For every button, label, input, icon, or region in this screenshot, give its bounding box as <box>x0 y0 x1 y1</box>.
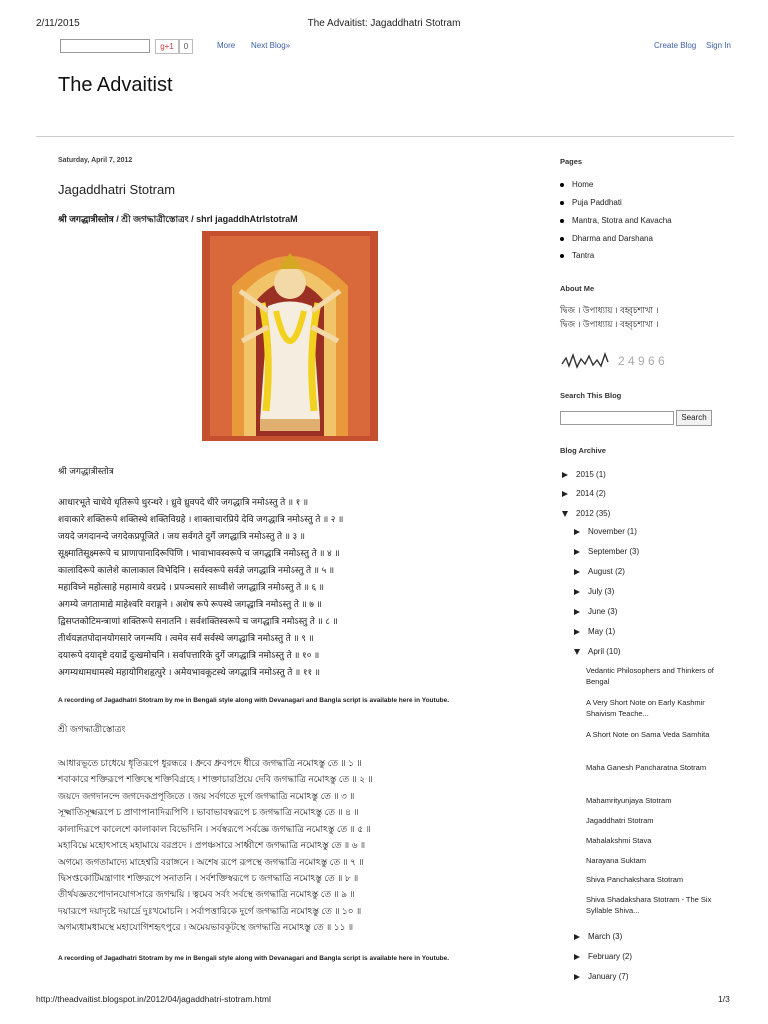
verse-bangla-5: কালাদিরূপে কালেশে কালাকাল বিভেদিনি । সর্বস্বরূপে সর্বজ্ঞে জগদ্ধাত্রি নমোঽস্তু তে ॥ ৫ ॥ <box>58 824 371 834</box>
about-line-1: দ্বিজ । উপাধ্যায় । বহ্বৃচশাখা । <box>560 305 659 315</box>
search-heading: Search This Blog <box>560 391 622 400</box>
pages-heading: Pages <box>560 157 583 166</box>
triangle-right-icon <box>574 589 580 595</box>
triangle-down-icon <box>562 511 568 517</box>
page-link-dharma[interactable]: Dharma and Darshana <box>560 234 653 243</box>
triangle-right-icon <box>574 954 580 960</box>
about-heading: About Me <box>560 284 595 293</box>
verse-deva-8: द्विसप्तकोटिमन्त्राणां शक्तिरूपे सनातनि । सर्वशक्तिस्वरूपे च जगद्धात्रि नमोऽस्तु ते ॥ ८ ॥ <box>58 616 338 626</box>
triangle-right-icon <box>574 934 580 940</box>
triangle-right-icon <box>562 472 568 478</box>
verse-bangla-9: তীর্থযজ্ঞতপোদানযোগসারে জগন্ময়ি । ত্বমেব সর্বং সর্বস্থে জগদ্ধাত্রি নমোঽস্তু তে ॥ ৯ ॥ <box>58 889 355 899</box>
sign-in-link[interactable]: Sign In <box>706 41 731 50</box>
archive-month-november[interactable]: November (1) <box>574 527 637 536</box>
youtube-note-2[interactable]: A recording of Jagadhatri Stotram by me in Bengali style along with Devanagari and Bangla script is available here in Youtube. <box>58 955 450 962</box>
archive-post-link[interactable]: Mahalakshmi Stava <box>586 836 652 845</box>
page-link-mantra[interactable]: Mantra, Stotra and Kavacha <box>560 216 672 225</box>
verse-deva-10: दयारूपे दयादृष्टे दयार्द्रे दुःखमोचनि । सर्वापत्तारिके दुर्गे जगद्धात्रि नमोऽस्तु ते ॥ १० ॥ <box>58 650 320 660</box>
verse-bangla-11: অগম্যধামধামস্থে মহাযোগিশহৃৎপুরে । অমেয়ভাবকূটস্থে জগদ্ধাত্রি নমোঽস্তু তে ॥ ১১ ॥ <box>58 922 354 932</box>
archive-post-link[interactable]: Narayana Suktam <box>586 856 647 865</box>
verse-deva-5: कालादिरूपे कालेशे कालाकाल विभेदिनि । सर्वस्वरूपे सर्वज्ञे जगद्धात्रि नमोऽस्तु ते ॥ ५ ॥ <box>58 565 335 575</box>
blogger-navbar <box>58 37 734 55</box>
triangle-right-icon <box>574 529 580 535</box>
triangle-right-icon <box>574 629 580 635</box>
triangle-right-icon <box>574 974 580 980</box>
verse-bangla-3: জয়দে জগদানন্দে জগদেকপ্রপূজিতে । জয় সর্বগতে দুর্গে জগদ্ধাত্রি নমোঽস্তু তে ॥ ৩ ॥ <box>58 791 355 801</box>
youtube-note-1[interactable]: A recording of Jagadhatri Stotram by me in Bengali style along with Devanagari and Bangla script is available here in Youtube. <box>58 697 450 704</box>
archive-heading: Blog Archive <box>560 446 606 455</box>
blog-title[interactable]: The Advaitist <box>58 74 173 96</box>
archive-year-2012[interactable]: 2012 (35) <box>562 509 610 518</box>
create-blog-link[interactable]: Create Blog <box>654 41 697 50</box>
triangle-right-icon <box>574 569 580 575</box>
archive-month-june[interactable]: June (3) <box>574 607 617 616</box>
post-date: Saturday, April 7, 2012 <box>58 157 133 164</box>
verse-bangla-4: সূক্ষ্মাতিসূক্ষ্মরূপে চ প্রাণাপানাদিরূপিণি । ভাবাভাবস্বরূপে চ জগদ্ধাত্রি নমোঽস্তু তে ॥ ৪ ॥ <box>58 807 359 817</box>
counter-value: 2 4 9 6 6 <box>618 354 665 368</box>
verse-bangla-1: আধারভূতে চাধেয়ে ধৃতিরূপে ধুরন্ধরে । ধ্রুবে ধ্রুবপদে ধীরে জগদ্ধাত্রি নমোঽস্তু তে ॥ ১ ॥ <box>58 758 362 768</box>
post-subtitle: श्री जगद्धात्रीस्तोत्र / শ্রী জগদ্ধাত্রীস্তোত্রং / shrI jagaddhAtrIstotraM <box>58 214 298 224</box>
verse-deva-6: महाविघ्ने महोत्साहे महामाये वरप्रदे । प्रपञ्चसारे साध्वीशे जगद्धात्रि नमोऽस्तु ते ॥ ६ ॥ <box>58 582 325 592</box>
verse-deva-1: आधारभूते चाधेये धृतिरूपे धुरन्धरे । ध्रुवे ध्रुवपदे धीरे जगद्धात्रि नमोऽस्तु ते ॥ १ ॥ <box>58 497 309 507</box>
hit-counter <box>560 350 665 377</box>
archive-post-link[interactable]: A Short Note on Sama Veda Samhita <box>586 730 710 739</box>
bullet-icon <box>560 237 564 241</box>
header-divider <box>36 136 734 137</box>
next-blog-link[interactable]: Next Blog» <box>251 41 291 50</box>
verse-bangla-8: দ্বিসপ্তকোটিমন্ত্রাণাং শক্তিরূপে সনাতনি । সর্বশক্তিস্বরূপে চ জগদ্ধাত্রি নমোঽস্তু তে ॥ ৮ ॥ <box>58 873 359 883</box>
archive-post-link[interactable]: Shiva Panchakshara Stotram <box>586 875 684 884</box>
page-link-tantra[interactable]: Tantra <box>560 251 594 260</box>
bullet-icon <box>560 201 564 205</box>
gplus-count: 0 <box>179 39 193 54</box>
archive-year-2015[interactable]: 2015 (1) <box>562 470 606 479</box>
archive-year-2014[interactable]: 2014 (2) <box>562 489 606 498</box>
verse-deva-9: तीर्थयज्ञतपोदानयोगसारे जगन्मयि । त्वमेव सर्वं सर्वस्थे जगद्धात्रि नमोऽस्तु ते ॥ ९ ॥ <box>58 633 314 643</box>
archive-post-link[interactable]: Mahamrityunjaya Stotram <box>586 796 672 805</box>
verse-bangla-6: মহাবিঘ্নে মহোৎসাহে মহামায়ে বরপ্রদে । প্রপঞ্চসারে সাধ্বীশে জগদ্ধাত্রি নমোঽস্তু তে ॥ ৬ ॥ <box>58 840 366 850</box>
verse-deva-3: जयदे जगदानन्दे जगदेकप्रपूजिते । जय सर्वगते दुर्गे जगद्धात्रि नमोऽस्तु ते ॥ ३ ॥ <box>58 531 306 541</box>
search-button[interactable]: Search <box>676 410 712 426</box>
verse-bangla-10: দয়ারূপে দয়াদৃষ্টে দয়ার্দ্রে দুঃখমোচনি । সর্বাপত্তারিকে দুর্গে জগদ্ধাত্রি নমোঽস্তু তে ॥ ১০ ॥ <box>58 906 362 916</box>
footer-url: http://theadvaitist.blogspot.in/2012/04/jagaddhatri-stotram.html <box>36 994 271 1004</box>
page-link-home[interactable]: Home <box>560 180 593 189</box>
bullet-icon <box>560 254 564 258</box>
archive-post-link[interactable]: Vedantic Philosophers and Thinkers of Bengal <box>586 666 714 686</box>
archive-post-link[interactable]: Shiva Shadakshara Stotram - The Six Syllable Shiva... <box>586 895 712 915</box>
triangle-right-icon <box>562 491 568 497</box>
archive-month-july[interactable]: July (3) <box>574 587 614 596</box>
bangla-heading: শ্রী জগদ্ধাত্রীস্তোত্রং <box>58 724 126 734</box>
verse-bangla-2: শবাকারে শক্তিরূপে শক্তিস্থে শক্তিবিগ্রহে । শাক্তাচারপ্রিয়ে দেবি জগদ্ধাত্রি নমোঽস্তু তে ॥ ২ ॥ <box>58 774 373 784</box>
triangle-down-icon <box>574 649 580 655</box>
post-title[interactable]: Jagaddhatri Stotram <box>58 182 176 197</box>
verse-deva-11: अगम्यधामधामस्थे महायोगिशहृत्पुरे । अमेयभावकूटस्थे जगद्धात्रि नमोऽस्तु ते ॥ ११ ॥ <box>58 667 321 677</box>
print-date: 2/11/2015 <box>36 18 80 29</box>
devanagari-heading: श्री जगद्धात्रीस्तोत्र <box>58 466 114 476</box>
blog-search-input[interactable] <box>560 411 674 425</box>
page-link-puja-paddhati[interactable]: Puja Paddhati <box>560 198 622 207</box>
archive-post-link[interactable]: A Very Short Note on Early Kashmir Shaivism Teache... <box>586 698 705 718</box>
bullet-icon <box>560 219 564 223</box>
more-link[interactable]: More <box>217 41 236 50</box>
archive-month-march[interactable]: March (3) <box>574 932 622 941</box>
bullet-icon <box>560 183 564 187</box>
archive-post-link[interactable]: Jagaddhatri Stotram <box>586 816 654 825</box>
archive-post-link[interactable]: Maha Ganesh Pancharatna Stotram <box>586 763 707 772</box>
archive-month-january[interactable]: January (7) <box>574 972 628 981</box>
archive-month-april[interactable]: April (10) <box>574 647 620 656</box>
verse-deva-4: सूक्ष्मातिसूक्ष्मरूपे च प्राणापानादिरूपिणि । भावाभावस्वरूपे च जगद्धात्रि नमोऽस्तु ते ॥ ४ ॥ <box>58 548 340 558</box>
archive-month-august[interactable]: August (2) <box>574 567 625 576</box>
archive-month-may[interactable]: May (1) <box>574 627 615 636</box>
footer-page-number: 1/3 <box>718 994 730 1004</box>
verse-bangla-7: অগম্যে জগতামাদ্যে মাহেশ্বরি বরাঙ্গনে । অশেষ রূপে রূপস্থে জগদ্ধাত্রি নমোঽস্তু তে ॥ ৭ ॥ <box>58 857 364 867</box>
verse-deva-2: शवाकारे शक्तिरूपे शक्तिस्थे शक्तिविग्रहे । शाक्ताचारप्रिये देवि जगद्धात्रि नमोऽस्तु ते ॥ २ ॥ <box>58 514 344 524</box>
print-title: The Advaitist: Jagaddhatri Stotram <box>307 18 461 29</box>
archive-month-september[interactable]: September (3) <box>574 547 639 556</box>
goddess-figure-icon <box>202 231 378 441</box>
navbar-search-input[interactable] <box>60 39 150 53</box>
about-line-2: দ্বিজ । উপাধ্যায় । বহ্বৃচশাখা । <box>560 319 659 329</box>
jagaddhatri-image[interactable] <box>202 231 378 441</box>
triangle-right-icon <box>574 609 580 615</box>
archive-month-february[interactable]: February (2) <box>574 952 632 961</box>
verse-deva-7: अगम्ये जगतामाद्ये माहेश्वरि वराङ्गने । अशेष रूपे रूपस्थे जगद्धात्रि नमोऽस्तु ते ॥ ७ ॥ <box>58 599 322 609</box>
signature-icon <box>560 350 610 372</box>
triangle-right-icon <box>574 549 580 555</box>
gplus-button[interactable]: g+1 <box>155 39 179 54</box>
